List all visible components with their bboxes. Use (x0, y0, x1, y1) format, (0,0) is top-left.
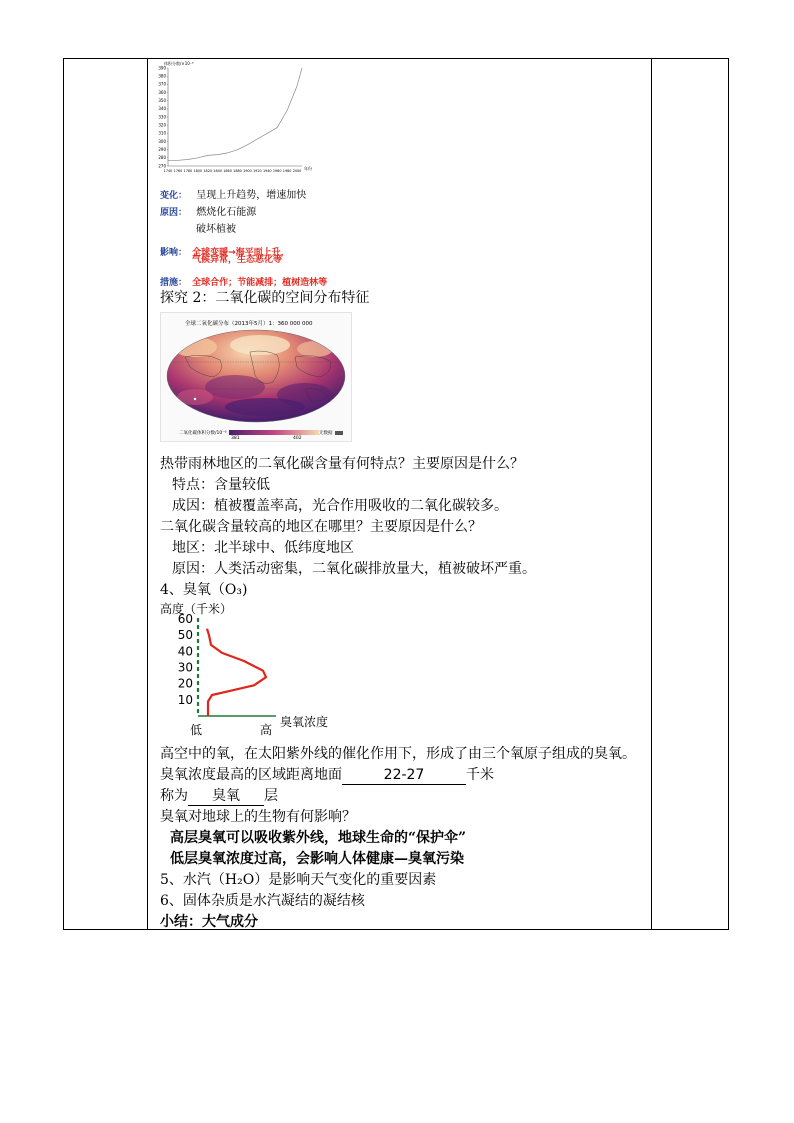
map-legend-label: 二氧化碳体积分数/10⁻⁶ (179, 431, 227, 436)
map-legend-min: 381 (231, 436, 240, 441)
answer-2-region: 地区：北半球中、低纬度地区 (172, 540, 354, 556)
co2-concentration-chart (154, 60, 314, 180)
map-title: 全球二氧化碳分布（2013年5月）1：360 000 000 (185, 321, 313, 327)
co2-x-tick-9: 1920 (253, 169, 262, 173)
ozone-layer-blank: 臭氧 (188, 787, 264, 806)
co2-x-tick-8: 1900 (243, 169, 252, 173)
question-2: 二氧化碳含量较高的地区在哪里？主要原因是什么？ (160, 519, 482, 535)
answer-1-cause: 成因：植被覆盖率高，光合作用吸收的二氧化碳较多。 (172, 498, 508, 514)
question-1: 热带雨林地区的二氧化碳含量有何特点？主要原因是什么？ (160, 456, 524, 472)
world-map (165, 327, 347, 425)
co2-x-tick-4: 1820 (203, 169, 213, 173)
co2-y-tick-5: 340 (158, 106, 166, 112)
impact-label: 影响： (160, 248, 188, 258)
column-divider-2 (651, 59, 652, 929)
ozone-y-tick-4: 20 (177, 676, 193, 691)
map-legend-bar (229, 430, 319, 435)
ozone-line-3-before: 称为 (160, 788, 188, 804)
ozone-y-tick-0: 60 (177, 612, 193, 626)
co2-y-tick-8: 310 (158, 130, 166, 136)
ozone-y-tick-3: 30 (177, 660, 193, 675)
ozone-x-low: 低 (190, 723, 203, 737)
co2-y-tick-7: 320 (158, 122, 166, 128)
ozone-ylabel: 高度（千米） (160, 602, 233, 616)
answer-3-low: 低层臭氧浓度过高，会影响人体健康—臭氧污染 (170, 851, 464, 867)
ozone-profile-chart (158, 600, 358, 738)
co2-y-tick-2: 370 (158, 81, 166, 87)
ozone-line-2 (160, 766, 494, 785)
reason-row (160, 203, 256, 218)
ozone-x-high: 高 (260, 723, 273, 737)
column-divider-1 (147, 59, 148, 929)
summary-title: 小结：大气成分 (160, 914, 258, 930)
co2-y-tick-10: 290 (158, 147, 166, 153)
co2-y-tick-0: 390 (158, 65, 166, 71)
co2-y-tick-9: 300 (158, 138, 166, 144)
reason-1: 燃烧化石能源 (196, 207, 257, 218)
reason-2: 破坏植被 (196, 224, 236, 235)
map-legend-max: 402 (293, 436, 302, 441)
ozone-line-1: 高空中的氧，在太阳紫外线的催化作用下，形成了由三个氧原子组成的臭氧。 (160, 746, 636, 762)
co2-series-line (168, 68, 302, 160)
ozone-concentration-line (207, 629, 266, 716)
ozone-line-3 (160, 787, 278, 806)
ozone-heading: 4、臭氧（O₃) (160, 582, 248, 598)
item-6-solid-impurities: 6、固体杂质是水汽凝结的凝结核 (160, 893, 365, 909)
co2-y-tick-6: 330 (158, 114, 166, 120)
co2-y-tick-11: 280 (158, 155, 166, 161)
measure-label: 措施： (160, 278, 188, 288)
co2-x-tick-0: 1740 (163, 169, 173, 173)
co2-y-tick-1: 380 (158, 73, 166, 79)
change-row (160, 186, 306, 201)
ozone-line-2-after: 千米 (466, 767, 494, 783)
answer-1-feature: 特点：含量较低 (172, 477, 270, 493)
ozone-y-tick-2: 40 (177, 644, 193, 659)
reason-label: 原因： (160, 208, 188, 218)
co2-x-tick-2: 1780 (183, 169, 193, 173)
item-5-water-vapor: 5、水汽（H₂O）是影响天气变化的重要因素 (160, 872, 437, 888)
explore2-heading: 探究 2：二氧化碳的空间分布特征 (160, 290, 370, 306)
ozone-line-3-after: 层 (264, 788, 278, 804)
co2-world-map-figure (160, 312, 352, 442)
co2-y-tick-3: 360 (158, 89, 166, 95)
change-label: 变化： (160, 191, 188, 201)
co2-x-tick-1: 1760 (173, 169, 183, 173)
co2-x-tick-10: 1940 (262, 169, 272, 173)
change-text: 呈现上升趋势，增速加快 (196, 190, 307, 201)
ozone-y-tick-5: 10 (177, 692, 193, 707)
impact-2: 气候异常，生态恶化等 (192, 255, 283, 265)
answer-3-high: 高层臭氧可以吸收紫外线，地球生命的“保护伞” (170, 830, 467, 846)
ozone-xlabel: 臭氧浓度 (280, 715, 329, 729)
map-nodata-swatch (335, 431, 343, 435)
measure-text: 全球合作；节能减排；植树造林等 (192, 278, 328, 288)
co2-x-tick-3: 1800 (193, 169, 203, 173)
co2-x-tick-5: 1840 (213, 169, 222, 173)
question-3: 臭氧对地球上的生物有何影响？ (160, 809, 356, 825)
answer-2-cause: 原因：人类活动密集，二氧化碳排放量大，植被破坏严重。 (172, 561, 536, 577)
ozone-height-blank: 22-27 (342, 766, 466, 785)
impact-1: 全球变暖→海平面上升， (192, 248, 290, 258)
co2-ylabel: 体积分数/×10⁻⁶ (164, 61, 194, 66)
co2-x-tick-6: 1860 (223, 169, 232, 173)
co2-x-tick-7: 1880 (233, 169, 242, 173)
ozone-y-tick-1: 50 (177, 628, 193, 643)
co2-y-tick-4: 350 (158, 98, 166, 104)
co2-x-tick-12: 1980 (282, 169, 292, 173)
ozone-line-2-before: 臭氧浓度最高的区域距离地面 (160, 767, 342, 783)
measure-row (160, 270, 327, 289)
co2-y-tick-12: 270 (158, 163, 166, 169)
co2-x-tick-11: 1960 (272, 169, 282, 173)
map-nodata-label: 无数据 (319, 431, 333, 436)
co2-x-tick-13: 2000 (292, 169, 302, 173)
co2-xlabel: 年份 (304, 166, 312, 171)
